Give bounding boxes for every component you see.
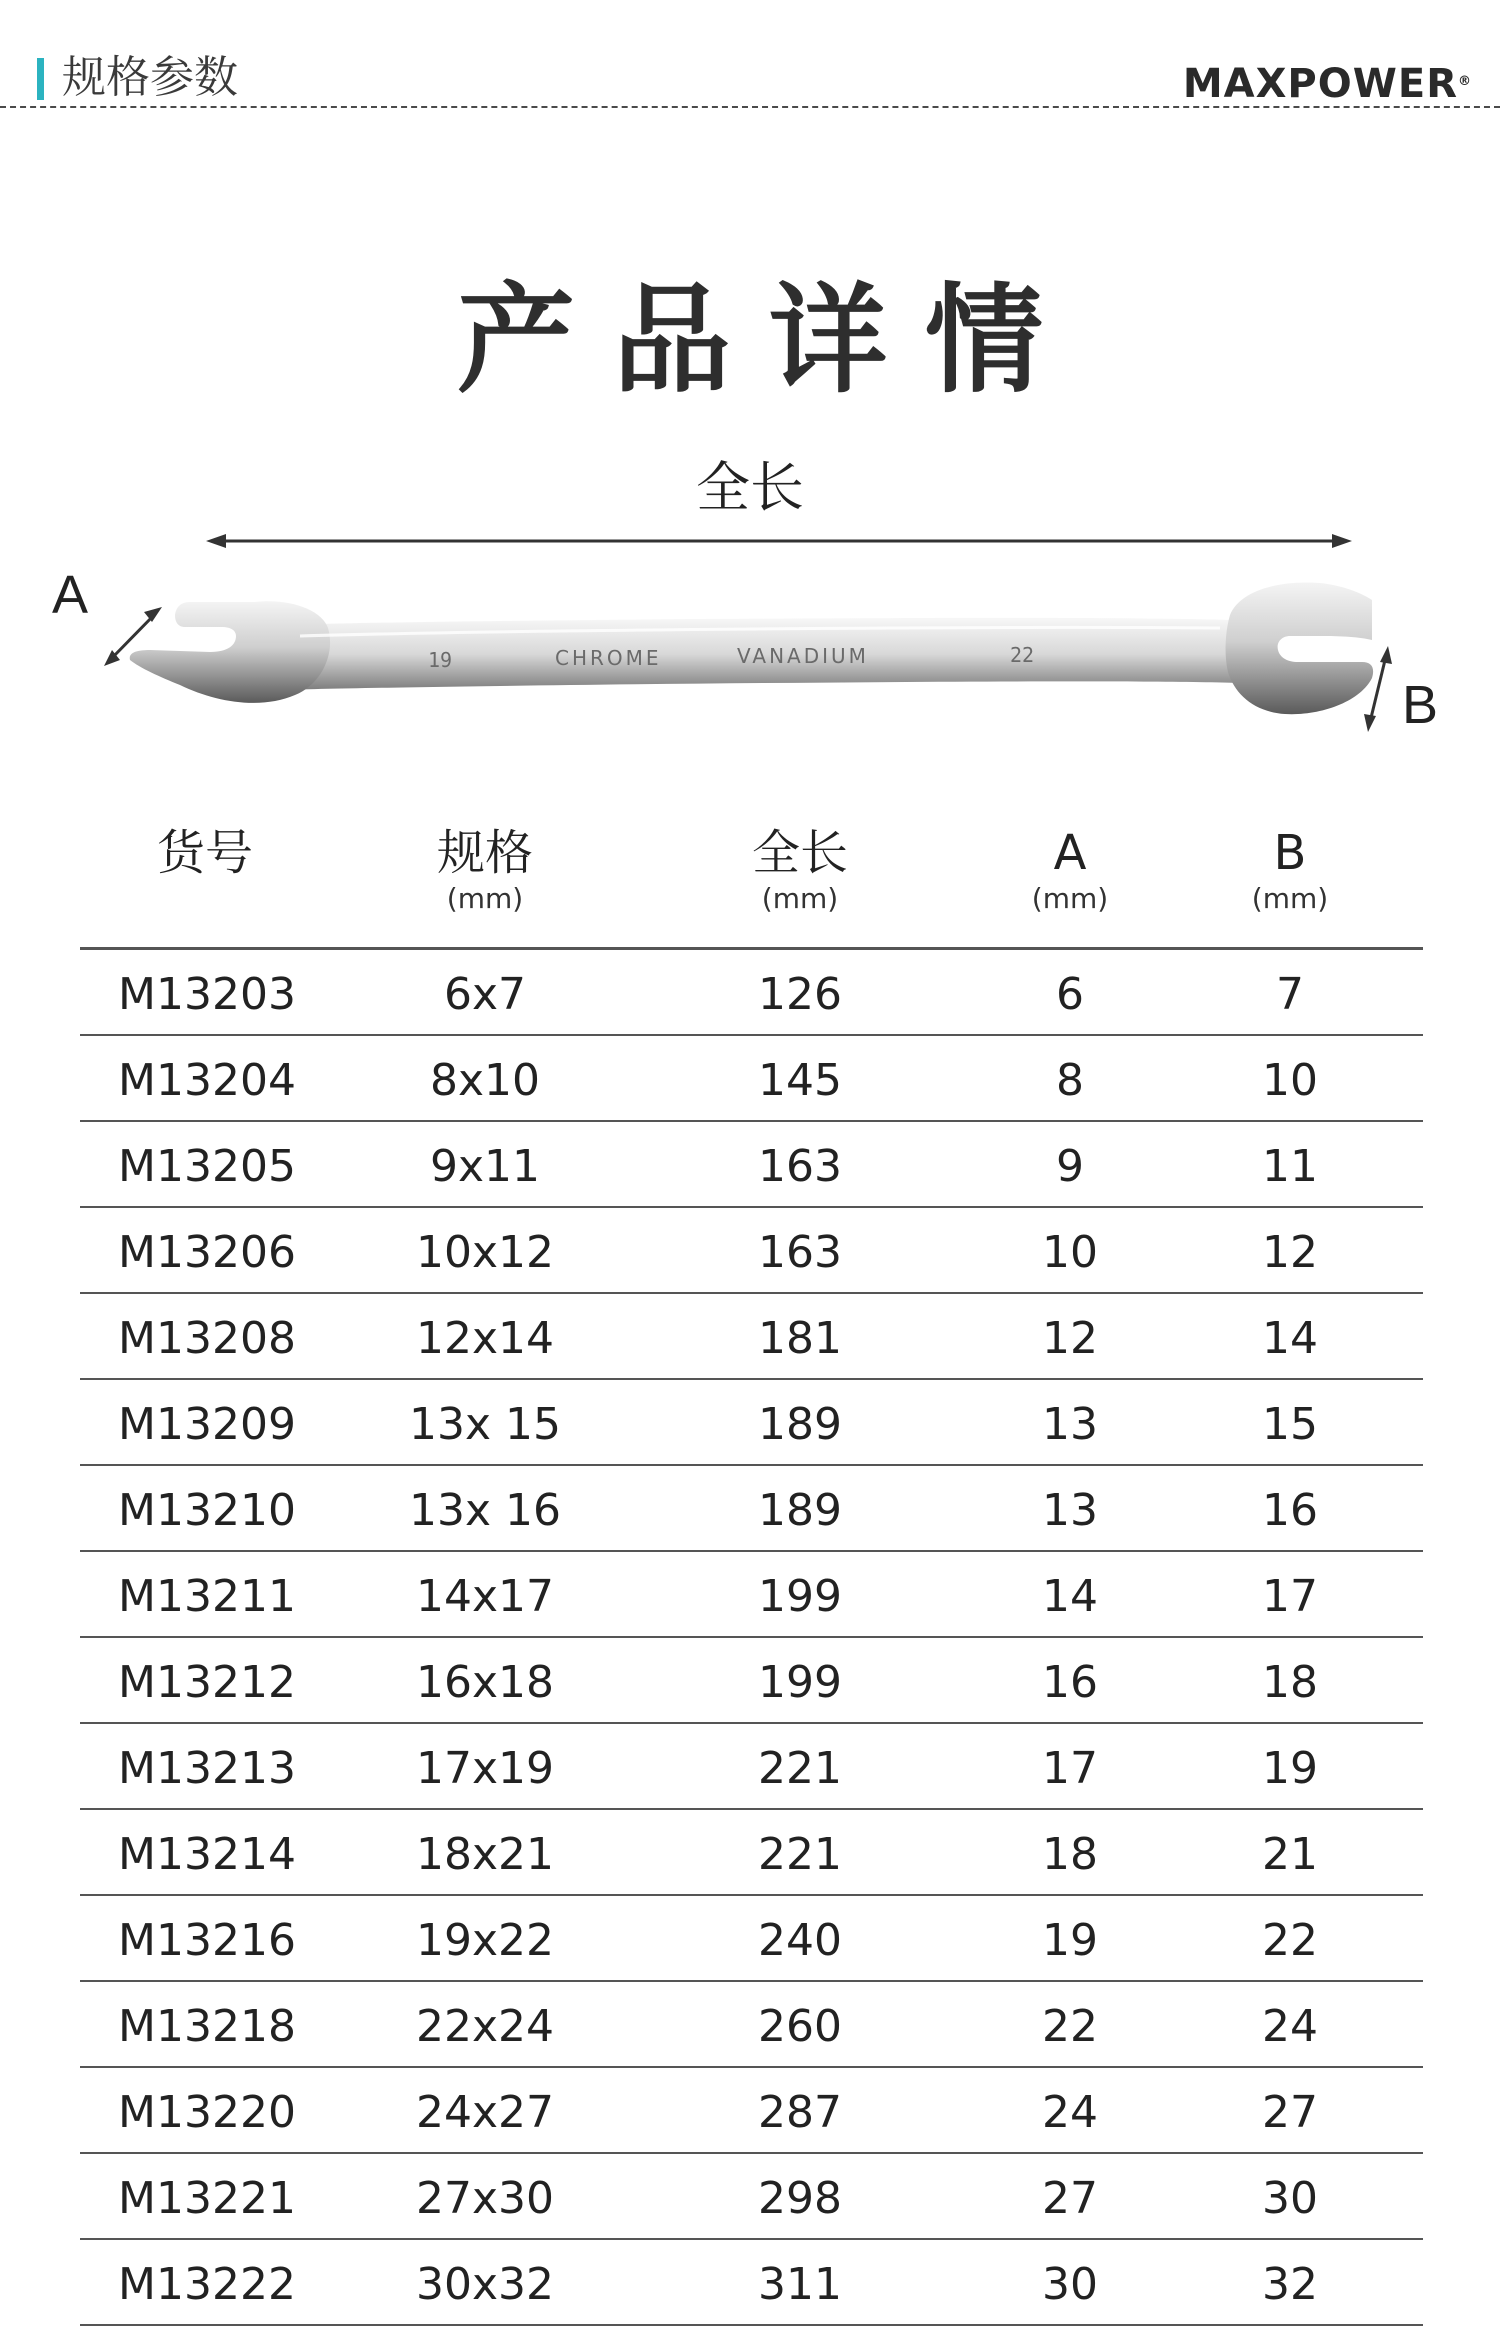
header-unit: (mm) [1031, 882, 1109, 915]
table-cell: M13212 [118, 1657, 296, 1708]
dimension-b-arrow [1364, 646, 1392, 732]
table-cell: M13206 [118, 1227, 296, 1278]
header-unit: (mm) [1251, 882, 1329, 915]
engraving-left: 19 [428, 648, 453, 672]
table-cell: 19 [1262, 1743, 1318, 1794]
page-header [0, 0, 1500, 112]
table-row [80, 1208, 1423, 1294]
wrench-image [130, 582, 1373, 714]
table-cell: 199 [758, 1657, 842, 1708]
table-cell: 13x 15 [408, 1399, 561, 1450]
table-cell: 10x12 [415, 1227, 554, 1278]
table-cell: 22 [1262, 1915, 1318, 1966]
table-cell: 9x11 [429, 1141, 541, 1192]
table-cell: 14 [1262, 1313, 1318, 1364]
table-cell: 13x 16 [408, 1485, 561, 1536]
table-cell: 6x7 [443, 969, 527, 1020]
table-row [80, 1724, 1423, 1810]
table-cell: 6 [1056, 969, 1084, 1020]
table-row [80, 2154, 1423, 2240]
table-cell: 22 [1042, 2001, 1098, 2052]
wrench-diagram [0, 440, 1500, 780]
table-cell: 8 [1056, 1055, 1084, 1106]
table-cell: M13211 [118, 1571, 296, 1622]
table-row [80, 1380, 1423, 1466]
table-cell: 287 [758, 2087, 842, 2138]
table-cell: 24 [1042, 2087, 1098, 2138]
table-cell: M13205 [118, 1141, 296, 1192]
table-row [80, 2240, 1423, 2326]
table-cell: 16 [1042, 1657, 1098, 1708]
table-cell: M13203 [118, 969, 296, 1020]
table-cell: 260 [758, 2001, 842, 2052]
table-cell: 15 [1262, 1399, 1318, 1450]
table-cell: M13209 [118, 1399, 296, 1450]
table-cell: 9 [1056, 1141, 1084, 1192]
table-cell: 24x27 [415, 2087, 554, 2138]
table-row [80, 1810, 1423, 1896]
table-cell: M13213 [118, 1743, 296, 1794]
table-cell: 11 [1262, 1141, 1318, 1192]
table-cell: 30x32 [415, 2259, 554, 2310]
table-cell: M13208 [118, 1313, 296, 1364]
label-a: A [52, 565, 89, 625]
table-cell: 32 [1262, 2259, 1318, 2310]
full-length-arrow [206, 534, 1352, 548]
table-cell: 21 [1262, 1829, 1318, 1880]
header-cell [80, 822, 330, 884]
table-cell: 221 [758, 1829, 842, 1880]
table-row [80, 950, 1423, 1036]
header-cell [980, 822, 1160, 914]
engraving-right: 22 [1010, 643, 1035, 667]
table-cell: 10 [1262, 1055, 1318, 1106]
table-row [80, 1036, 1423, 1122]
header-title: B [1273, 825, 1307, 881]
table-row [80, 2068, 1423, 2154]
table-cell: 189 [758, 1485, 842, 1536]
table-cell: 145 [758, 1055, 842, 1106]
header-title: 规格 [436, 825, 533, 881]
table-cell: 14x17 [415, 1571, 554, 1622]
table-row [80, 1638, 1423, 1724]
table-row [80, 1982, 1423, 2068]
table-row [80, 1294, 1423, 1380]
brand-name: MAXPOWER [1182, 61, 1458, 107]
table-cell: M13204 [118, 1055, 296, 1106]
table-cell: 19 [1042, 1915, 1098, 1966]
engraving-chrome: CHROME [555, 646, 662, 670]
table-cell: 298 [758, 2173, 842, 2224]
table-cell: 163 [758, 1227, 842, 1278]
table-cell: 311 [758, 2259, 842, 2310]
table-cell: 199 [758, 1571, 842, 1622]
table-cell: 12 [1262, 1227, 1318, 1278]
table-cell: M13214 [118, 1829, 296, 1880]
table-row [80, 1896, 1423, 1982]
spec-table [80, 822, 1423, 2326]
header-cell [380, 822, 590, 914]
engraving-vanadium: VANADIUM [737, 644, 869, 668]
table-cell: M13216 [118, 1915, 296, 1966]
table-row [80, 1552, 1423, 1638]
table-cell: 12x14 [415, 1313, 554, 1364]
table-cell: M13221 [118, 2173, 296, 2224]
table-cell: 19x22 [415, 1915, 554, 1966]
table-cell: 13 [1042, 1399, 1098, 1450]
table-cell: 22x24 [415, 2001, 554, 2052]
table-cell: 18 [1042, 1829, 1098, 1880]
header-title: 全长 [751, 825, 848, 881]
header-cell [700, 822, 900, 914]
table-cell: 30 [1262, 2173, 1318, 2224]
table-cell: 17x19 [415, 1743, 554, 1794]
table-cell: 8x10 [429, 1055, 541, 1106]
label-b: B [1402, 675, 1439, 735]
table-cell: 17 [1042, 1743, 1098, 1794]
table-cell: 10 [1042, 1227, 1098, 1278]
full-length-label: 全长 [696, 456, 804, 519]
header-unit: (mm) [761, 882, 839, 915]
header-title: A [1053, 825, 1087, 881]
table-cell: M13220 [118, 2087, 296, 2138]
table-cell: 163 [758, 1141, 842, 1192]
header-unit: (mm) [446, 882, 524, 915]
header-title: 货号 [156, 825, 253, 881]
table-cell: M13210 [118, 1485, 296, 1536]
table-cell: M13222 [118, 2259, 296, 2310]
table-cell: 181 [758, 1313, 842, 1364]
table-cell: 27x30 [415, 2173, 554, 2224]
table-cell: 13 [1042, 1485, 1098, 1536]
table-cell: M13218 [118, 2001, 296, 2052]
table-row [80, 1466, 1423, 1552]
table-cell: 240 [758, 1915, 842, 1966]
table-cell: 17 [1262, 1571, 1318, 1622]
page-title: 产品详情 [456, 271, 1081, 409]
table-cell: 18 [1262, 1657, 1318, 1708]
table-cell: 126 [758, 969, 842, 1020]
table-cell: 221 [758, 1743, 842, 1794]
table-cell: 27 [1262, 2087, 1318, 2138]
dashed-divider [0, 106, 1500, 108]
table-body [80, 950, 1423, 2326]
table-cell: 16x18 [415, 1657, 554, 1708]
table-cell: 12 [1042, 1313, 1098, 1364]
table-cell: 7 [1276, 969, 1304, 1020]
table-cell: 189 [758, 1399, 842, 1450]
section-accent-bar [37, 58, 44, 100]
brand-logo [1183, 58, 1472, 110]
table-cell: 27 [1042, 2173, 1098, 2224]
table-cell: 18x21 [415, 1829, 554, 1880]
header-cell [1200, 822, 1380, 914]
table-header [80, 822, 1423, 950]
table-cell: 24 [1262, 2001, 1318, 2052]
table-cell: 16 [1262, 1485, 1318, 1536]
table-cell: 14 [1042, 1571, 1098, 1622]
section-title: 规格参数 [62, 52, 238, 103]
table-row [80, 1122, 1423, 1208]
table-cell: 30 [1042, 2259, 1098, 2310]
registered-mark: ® [1458, 74, 1472, 89]
